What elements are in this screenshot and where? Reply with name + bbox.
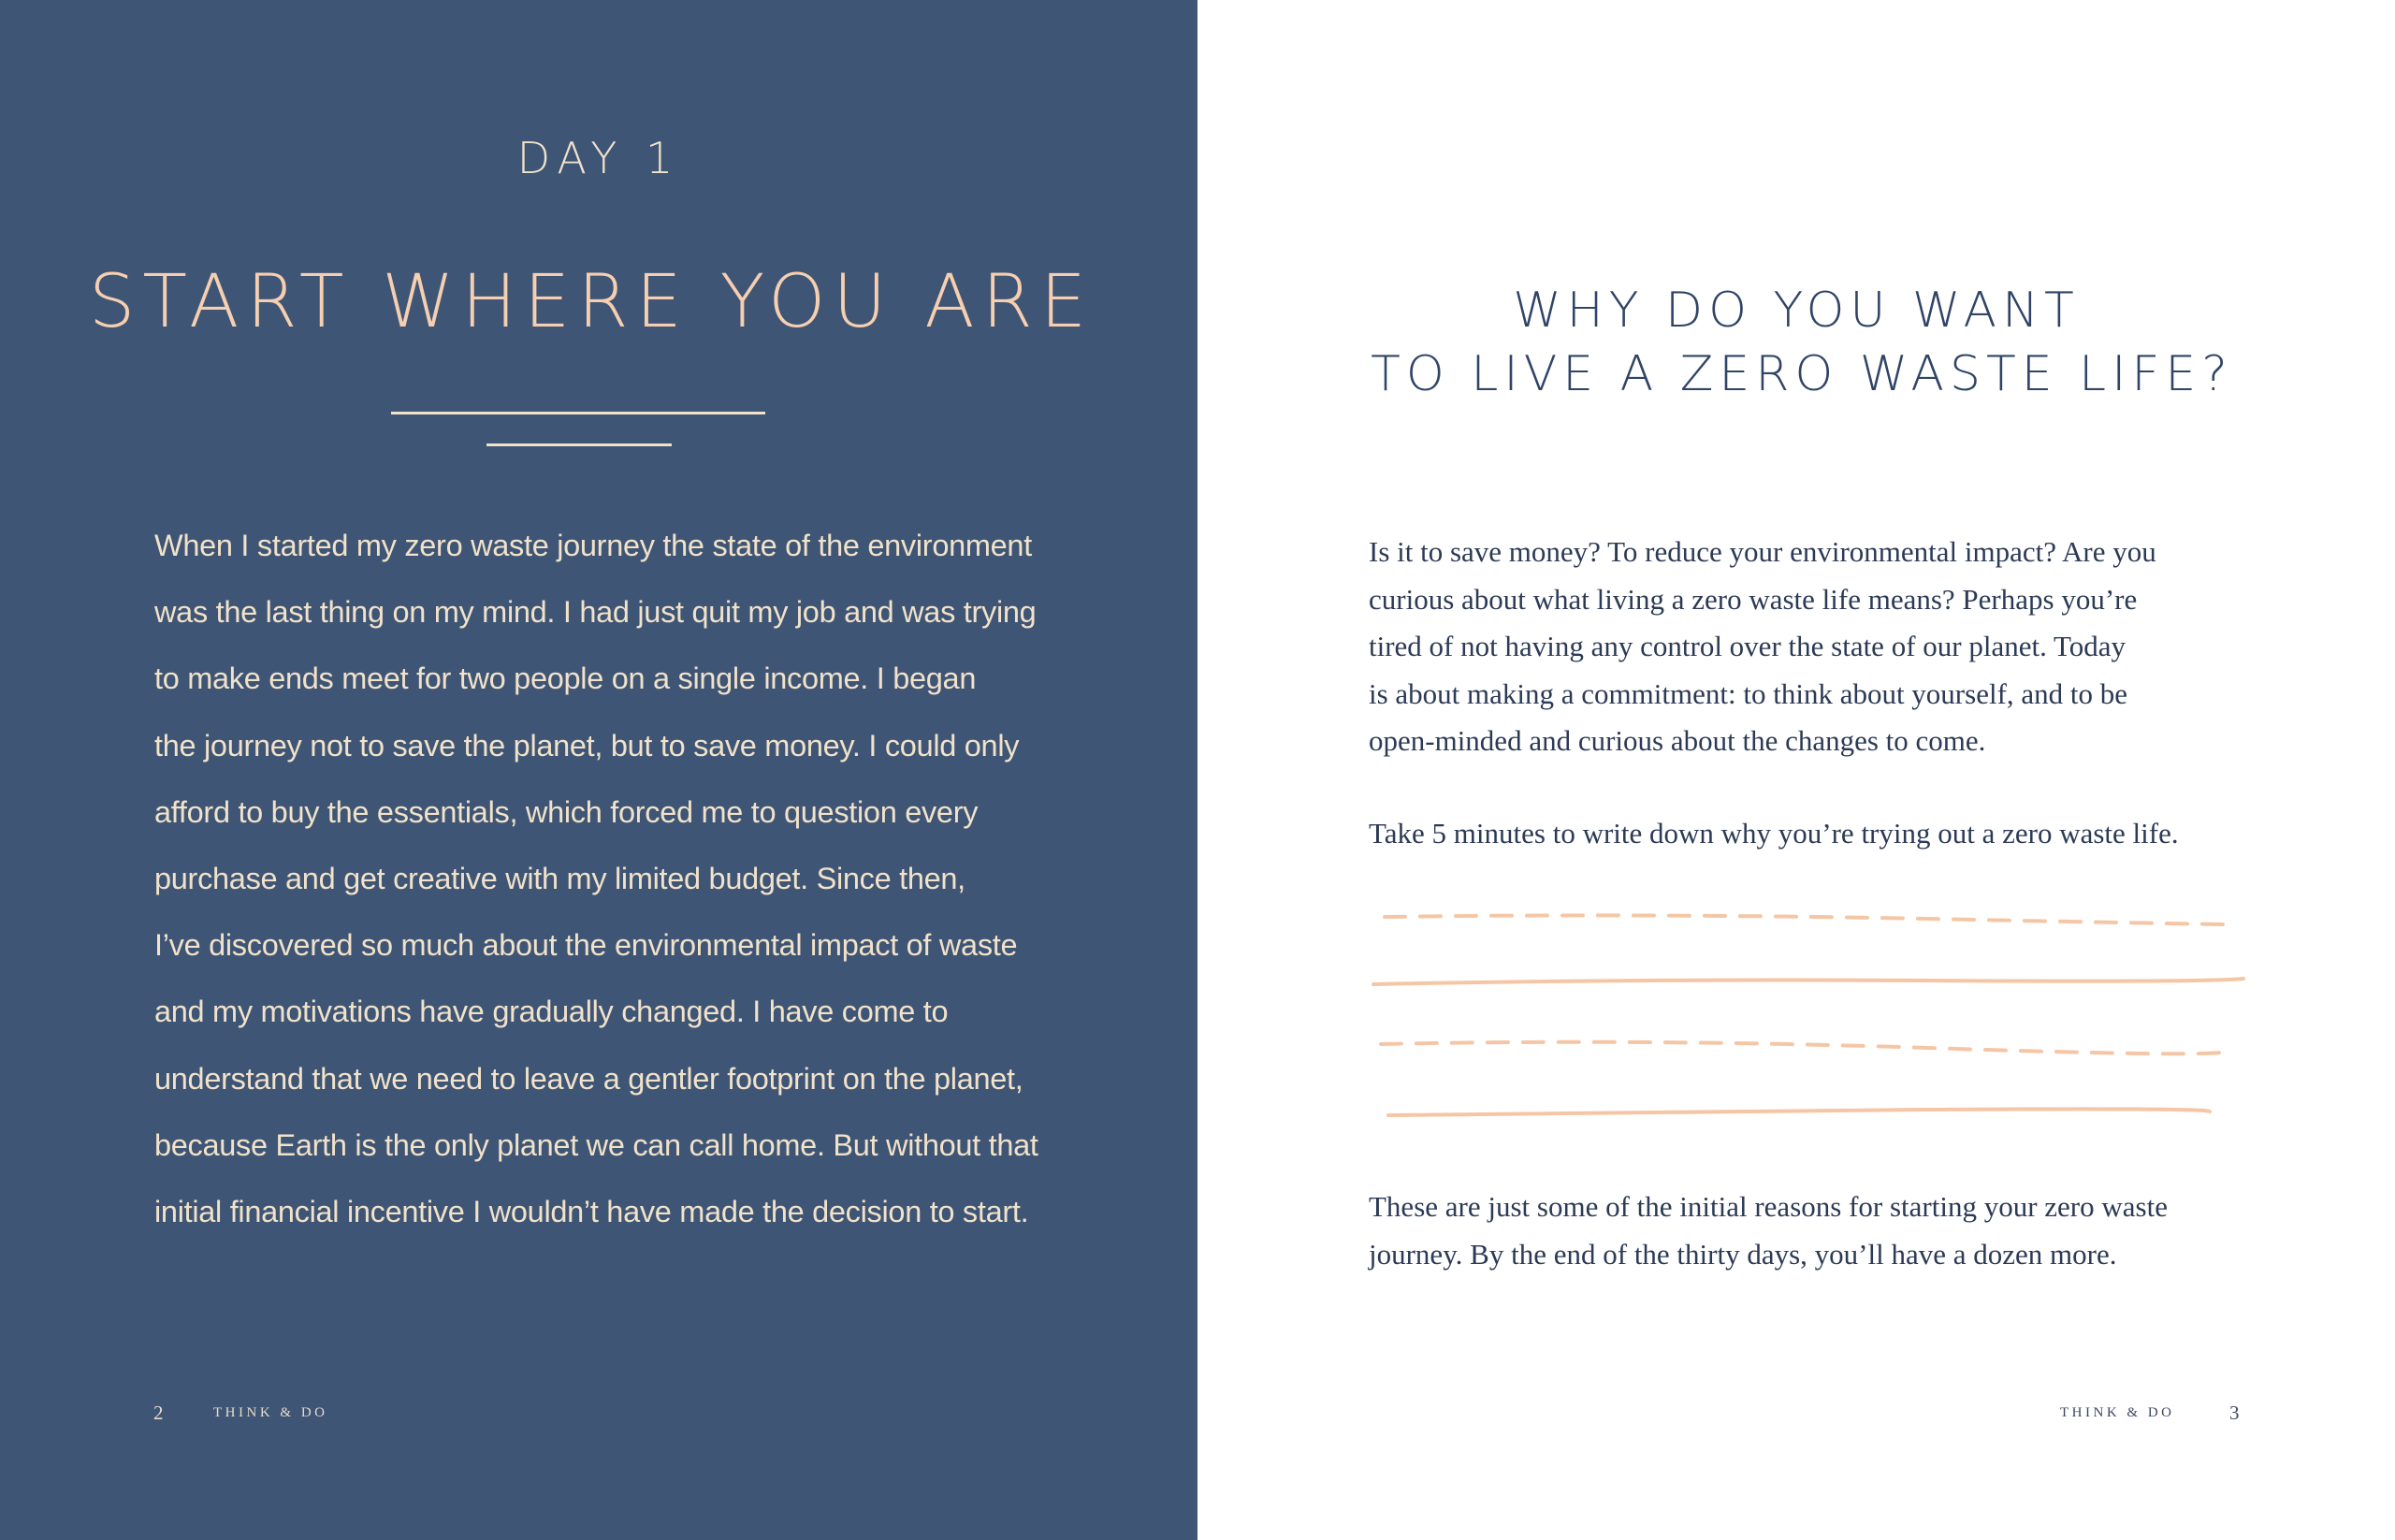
paragraph-line: curious about what living a zero waste life means? Perhaps you’re <box>1369 582 2138 616</box>
running-head-left: THINK & DO <box>213 1405 328 1420</box>
title-line: WHY DO YOU WANT <box>1513 283 2080 339</box>
body-line: and my motivations have gradually changed. I have come to <box>154 995 949 1029</box>
paragraph-line: journey. By the end of the thirty days, you’ll have a dozen more. <box>1369 1237 2117 1271</box>
closing-paragraph <box>1369 1184 2342 1278</box>
body-line: understand that we need to leave a gentler footprint on the planet, <box>154 1061 1023 1096</box>
body-line: to make ends meet for two people on a single income. I began <box>154 661 977 696</box>
left-page-title: START WHERE YOU ARE <box>88 260 1095 344</box>
title-line: TO LIVE A ZERO WASTE LIFE? <box>1371 346 2233 402</box>
paragraph-line: is about making a commitment: to think about yourself, and to be <box>1369 676 2128 710</box>
page-number-left: 2 <box>153 1402 164 1424</box>
right-page-title <box>1198 279 2395 406</box>
paragraph-line: open-minded and curious about the changes to come. <box>1369 724 1986 757</box>
body-line: initial financial incentive I wouldn’t have made the decision to start. <box>154 1195 1029 1229</box>
title-rule-long <box>391 412 765 414</box>
body-line: When I started my zero waste journey the state of the environment <box>154 529 1032 562</box>
writing-line-dashed <box>1381 1042 2228 1054</box>
left-body-text <box>154 513 1052 1245</box>
day-label: DAY 1 <box>516 133 681 183</box>
right-page <box>1198 0 2395 1540</box>
body-line: purchase and get creative with my limited budget. Since then, <box>154 862 965 896</box>
writing-line-solid <box>1388 1109 2210 1115</box>
writing-line-solid <box>1373 979 2243 984</box>
running-head-right: THINK & DO <box>2060 1405 2175 1420</box>
body-line: afford to buy the essentials, which forced me to question every <box>154 794 979 829</box>
body-line: because Earth is the only planet we can call home. But without that <box>154 1127 1038 1162</box>
paragraph-line: These are just some of the initial reasons for starting your zero waste <box>1369 1190 2168 1223</box>
prompt-line: Take 5 minutes to write down why you’re trying out a zero waste life. <box>1369 817 2179 850</box>
writing-lines[interactable] <box>1366 898 2245 1132</box>
body-line: the journey not to save the planet, but to save money. I could only <box>154 728 1020 763</box>
body-line: was the last thing on my mind. I had just quit my job and was trying <box>154 595 1037 630</box>
paragraph-line: tired of not having any control over the state of our planet. Today <box>1369 630 2126 662</box>
intro-paragraph <box>1369 529 2342 765</box>
writing-line-dashed <box>1385 915 2227 924</box>
title-rule-short <box>486 443 672 446</box>
body-line: I’ve discovered so much about the environmental impact of waste <box>154 928 1018 963</box>
paragraph-line: Is it to save money? To reduce your environmental impact? Are you <box>1369 535 2156 568</box>
page-number-right: 3 <box>2229 1402 2240 1424</box>
prompt-paragraph <box>1369 810 2342 858</box>
